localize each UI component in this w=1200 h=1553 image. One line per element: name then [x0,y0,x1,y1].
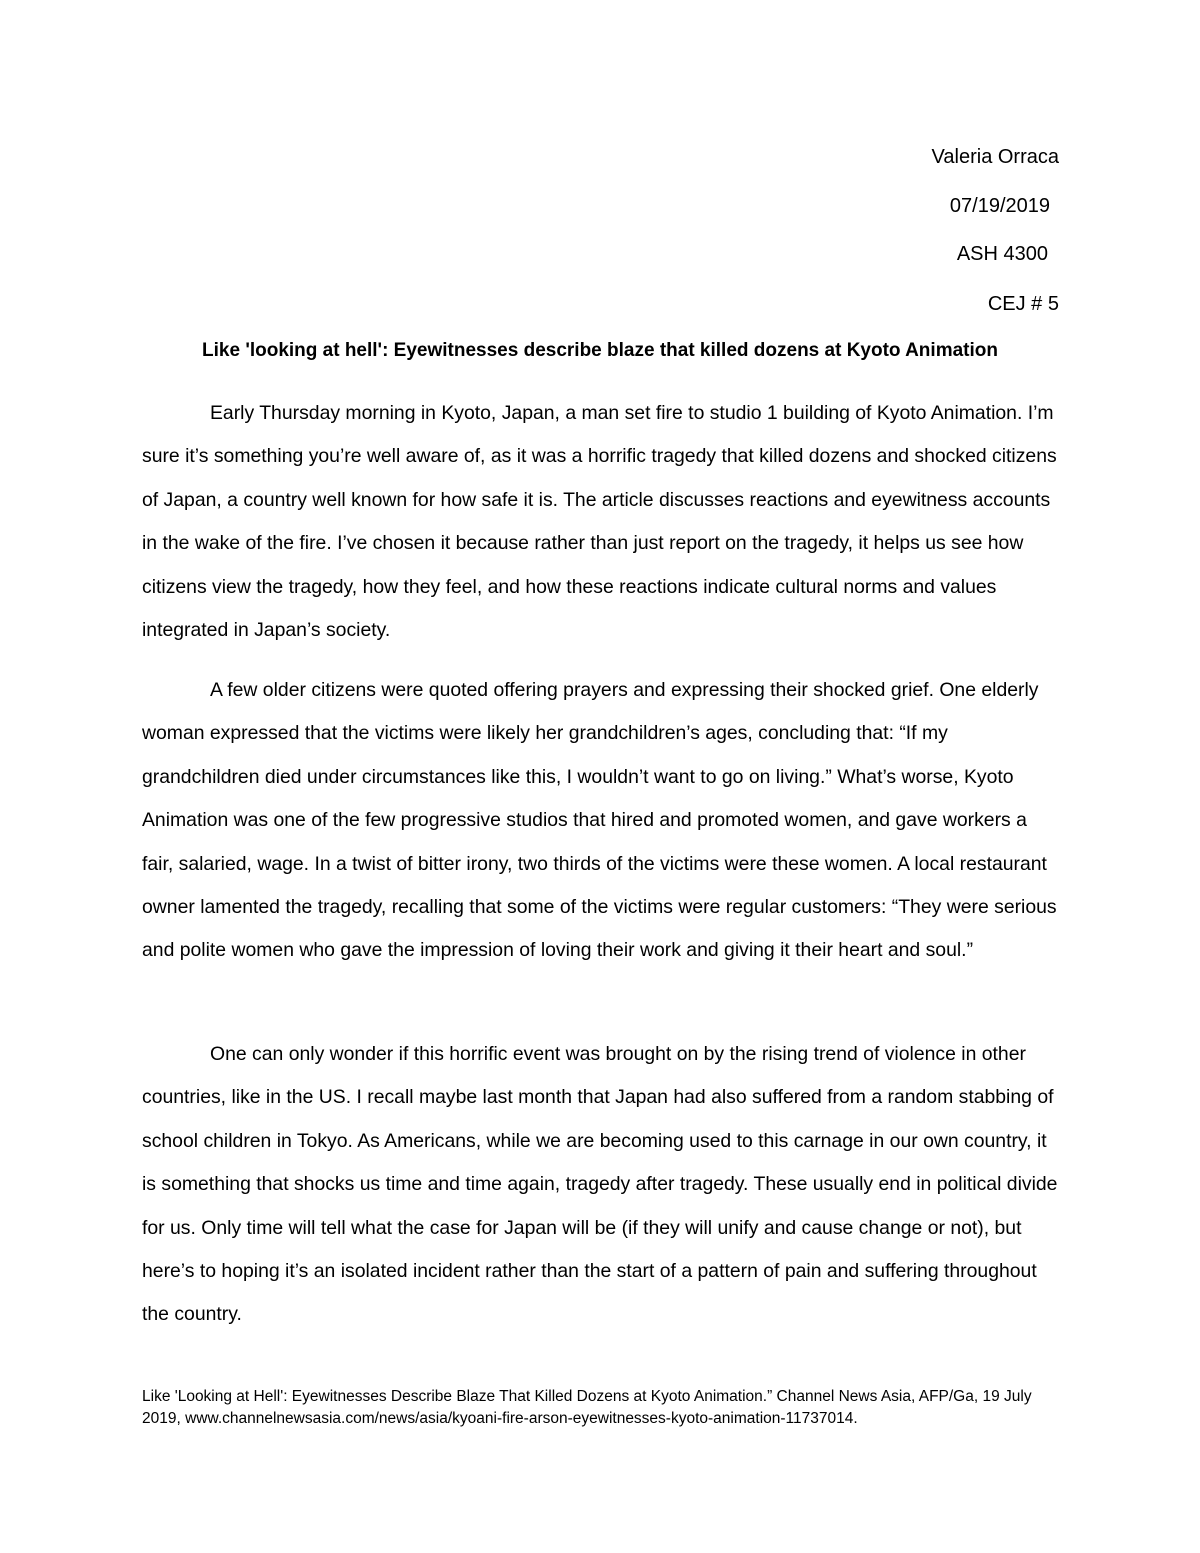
author-name: Valeria Orraca [931,146,1059,168]
body-paragraph-3: One can only wonder if this horrific event was brought on by the rising trend of violence in other countries, like in the US. I recall maybe last month that Japan had also suffered from a random stabbing of school children in Tokyo. As Americans, while we are becoming used to this carnage in our own country, it is something that shocks us time and time again, tragedy after tragedy. These usually end in political divide for us. Only time will tell what the case for Japan will be (if they will unify and cause change or not), but here’s to hoping it’s an isolated incident rather than the start of a pattern of pain and suffering throughout the country. [142,1043,1058,1326]
body-paragraph-2: A few older citizens were quoted offering prayers and expressing their shocked grief. One elderly woman expressed that the victims were likely her grandchildren’s ages, concluding that: “If my grandchildren died under circumstances like this, I wouldn’t want to go on living.” What’s worse, Kyoto Animation was one of the few progressive studios that hired and promoted women, and gave workers a fair, salaried, wage. In a twist of bitter irony, two thirds of the victims were these women. A local restaurant owner lamented the tragedy, recalling that some of the victims were regular customers: “They were serious and polite women who gave the impression of loving their work and giving it their heart and soul.” [142,679,1057,962]
works-cited-entry: Like 'Looking at Hell': Eyewitnesses Describe Blaze That Killed Dozens at Kyoto Animation.” Channel News Asia, AFP/Ga, 19 July 2019, www.channelnewsasia.com/news/asia/kyoani-fire-arson-eyewitnesses-kyoto-animation-11737014. [142,1388,1032,1427]
document-date: 07/19/2019 [949,195,1050,217]
assignment-label: CEJ # 5 [987,293,1059,315]
essay-title: Like 'looking at hell': Eyewitnesses describe blaze that killed dozens at Kyoto Animation [202,340,998,361]
body-paragraph-1: Early Thursday morning in Kyoto, Japan, a man set fire to studio 1 building of Kyoto Animation. I’m sure it’s something you’re well aware of, as it was a horrific tragedy that killed dozens and shocked citizens of Japan, a country well known for how safe it is. The article discusses reactions and eyewitness accounts in the wake of the fire. I’ve chosen it because rather than just report on the tragedy, it helps us see how citizens view the tragedy, how they feel, and how these reactions indicate cultural norms and values integrated in Japan’s society. [142,402,1057,642]
course-code: ASH 4300 [956,243,1048,265]
